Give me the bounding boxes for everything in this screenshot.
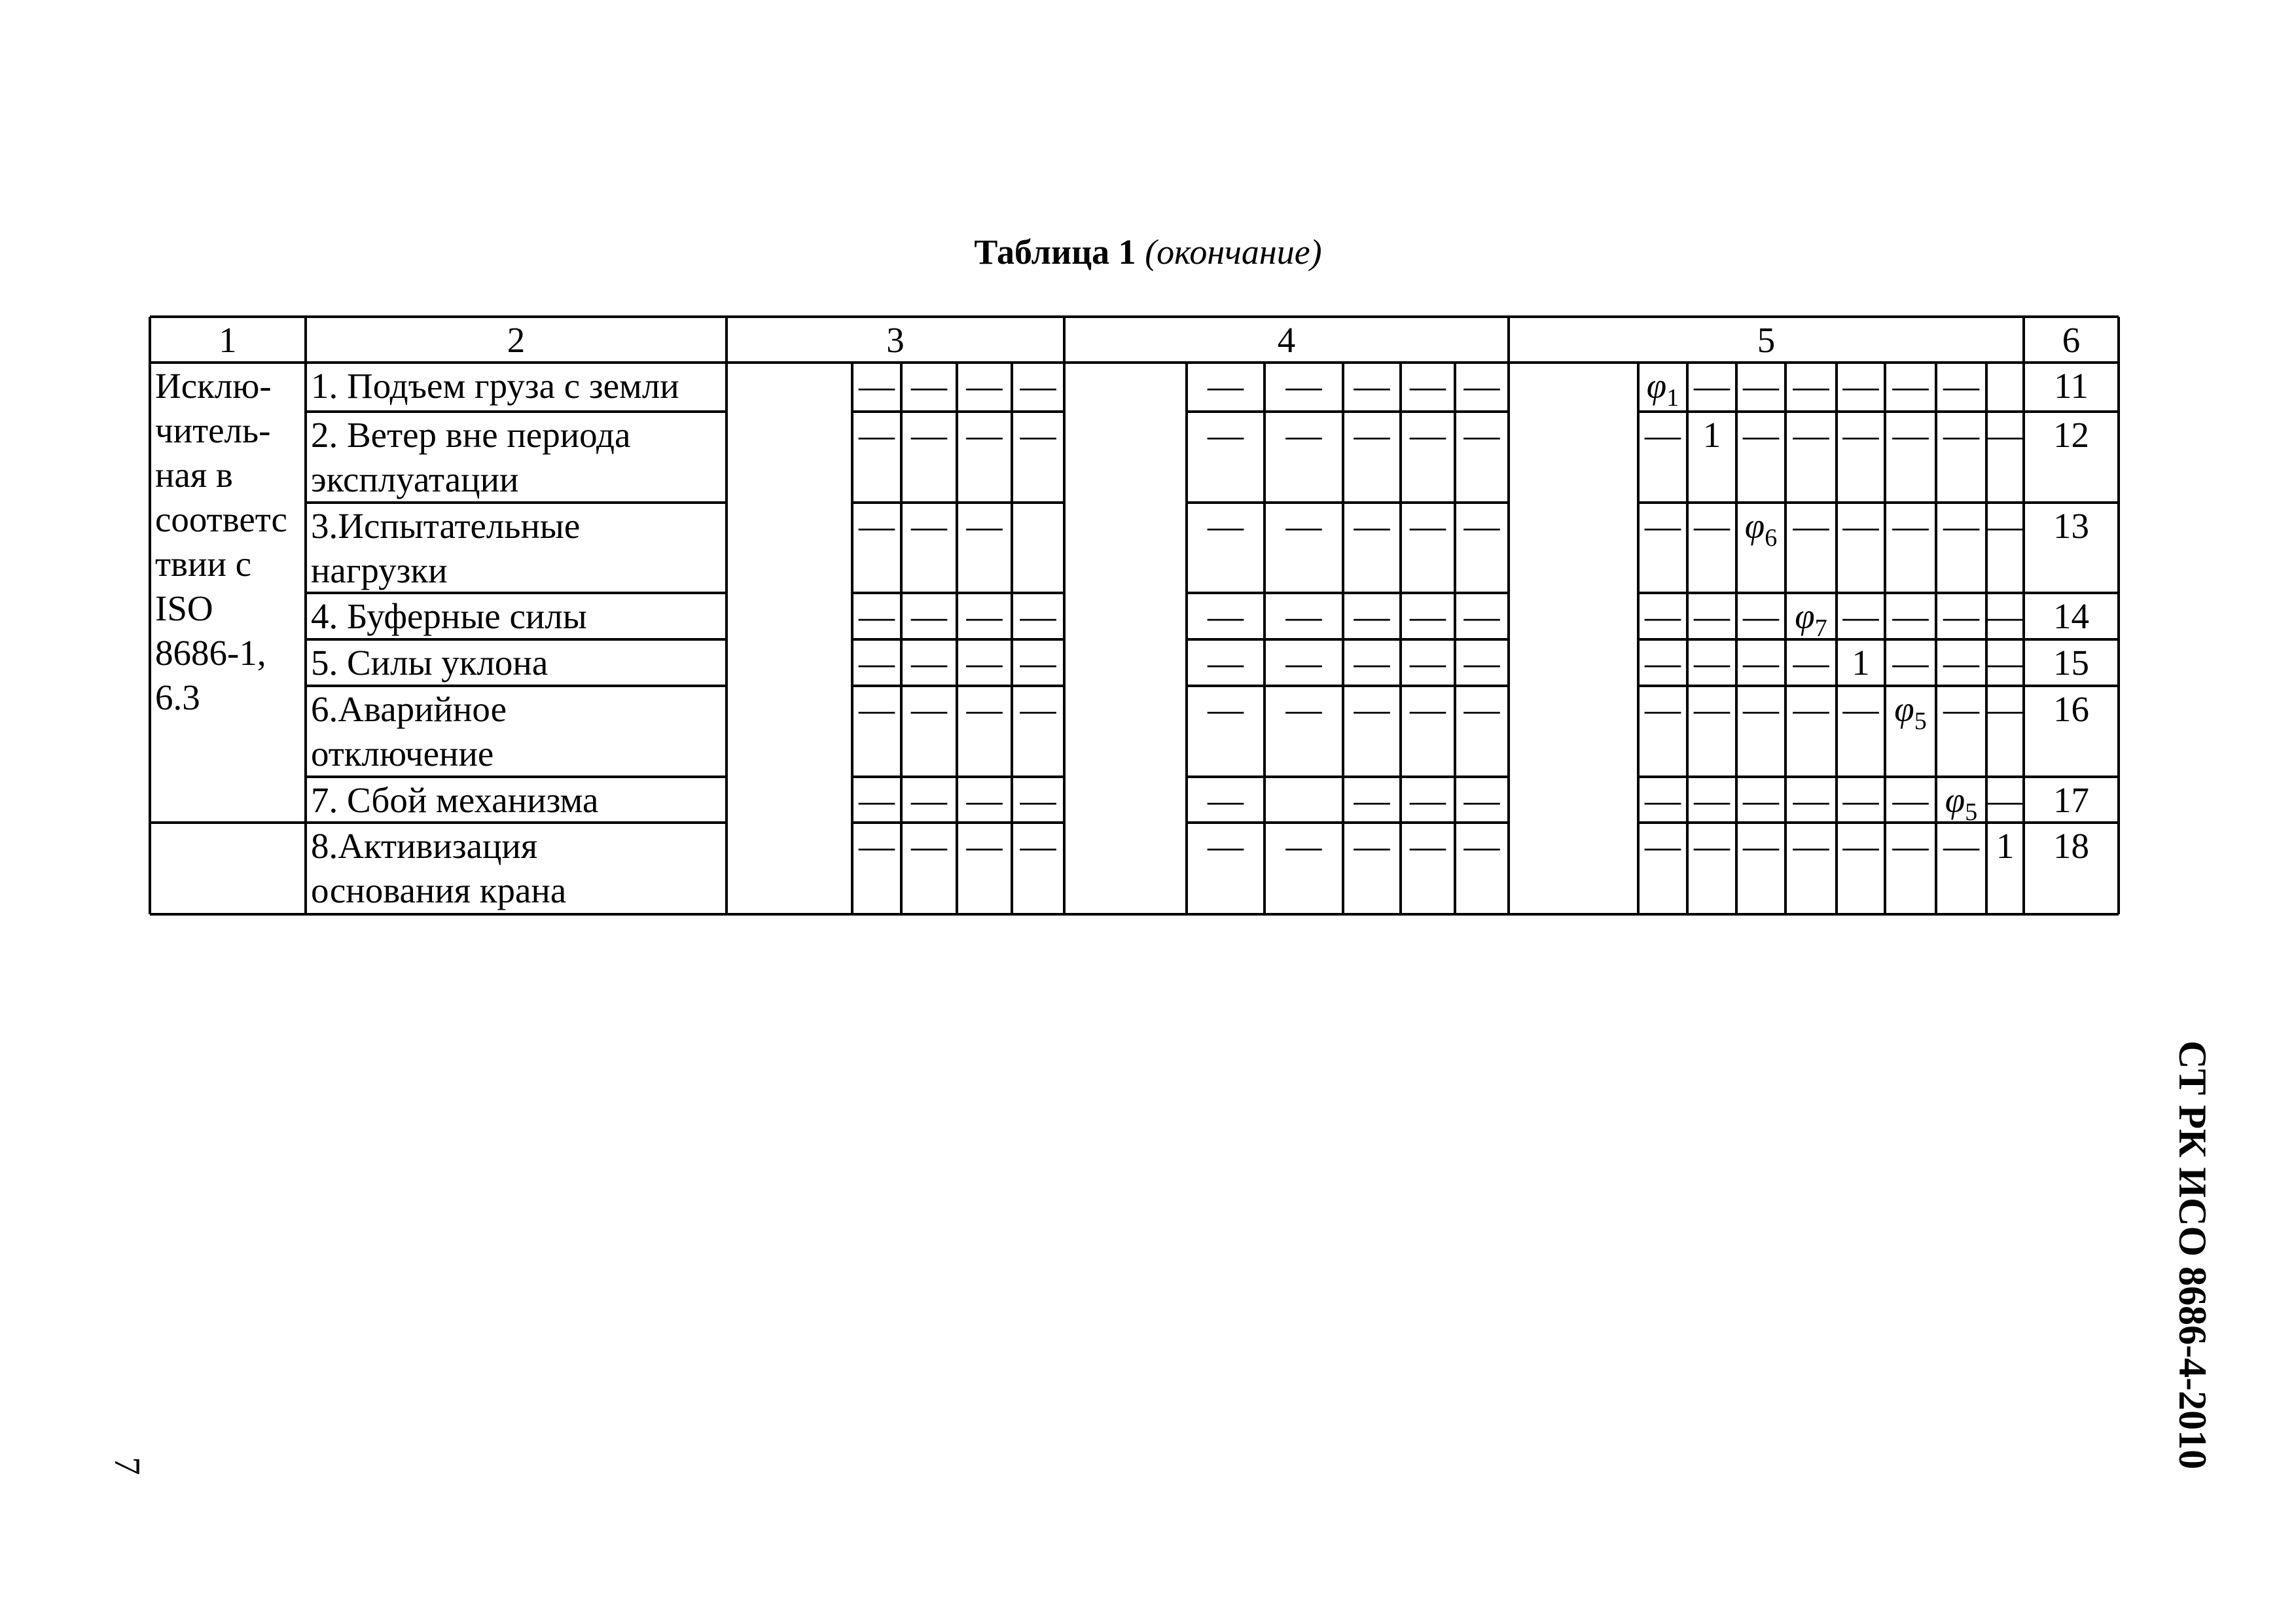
header-cell-3: 3 xyxy=(886,320,905,360)
cell-mark: — xyxy=(1354,780,1390,820)
cell-mark: — xyxy=(1943,826,1979,866)
cell-mark: — xyxy=(1645,826,1681,866)
cell-mark: — xyxy=(1354,643,1390,683)
cell-mark: — xyxy=(1020,643,1056,683)
cell-mark: — xyxy=(966,596,1003,636)
cell-mark: — xyxy=(859,415,895,455)
cell-mark: $\varphi_1$ xyxy=(1646,366,1679,412)
group-label-line: 8686-1, xyxy=(155,633,266,673)
cell-mark: — xyxy=(911,366,947,406)
cell-mark: — xyxy=(1943,643,1979,683)
cell-mark: — xyxy=(1285,826,1322,866)
cell-mark: — xyxy=(1020,826,1056,866)
cell-mark: — xyxy=(1743,780,1779,820)
cell-mark: — xyxy=(966,415,1003,455)
cell-mark: — xyxy=(1943,596,1979,636)
cell-mark: — xyxy=(1208,643,1244,683)
row-label: 3.Испытательные xyxy=(311,506,581,546)
row-number: 13 xyxy=(2053,506,2089,546)
cell-mark: — xyxy=(1694,506,1730,546)
row-label: 1. Подъем груза с земли xyxy=(311,366,679,406)
cell-mark: — xyxy=(1842,506,1879,546)
cell-mark: — xyxy=(1842,826,1879,866)
cell-mark: — xyxy=(1694,689,1730,729)
cell-mark: — xyxy=(1793,780,1829,820)
row-label: 8.Активизация xyxy=(311,826,538,866)
cell-mark: — xyxy=(1987,643,2023,683)
group-label-line: 6.3 xyxy=(155,677,200,717)
header-cell-4: 4 xyxy=(1277,320,1296,360)
cell-mark: — xyxy=(911,643,947,683)
cell-mark: — xyxy=(911,689,947,729)
cell-mark: — xyxy=(1463,506,1500,546)
cell-mark: — xyxy=(1892,780,1929,820)
cell-mark: — xyxy=(1892,643,1929,683)
cell-mark: — xyxy=(911,506,947,546)
row-label: отключение xyxy=(311,734,494,774)
row-number: 12 xyxy=(2053,415,2089,455)
cell-mark: — xyxy=(1842,415,1879,455)
cell-mark: — xyxy=(1285,506,1322,546)
cell-mark: — xyxy=(1208,780,1244,820)
cell-mark: — xyxy=(911,780,947,820)
row-label: 5. Силы уклона xyxy=(311,643,548,683)
cell-mark: — xyxy=(1743,415,1779,455)
cell-mark: — xyxy=(1987,689,2023,729)
cell-mark: — xyxy=(859,780,895,820)
cell-mark: — xyxy=(1410,596,1446,636)
group-label-line: соответс xyxy=(155,499,287,539)
cell-mark: — xyxy=(1410,780,1446,820)
group-label-line: твии с xyxy=(155,544,252,584)
cell-mark: — xyxy=(1987,506,2023,546)
cell-mark: — xyxy=(1743,826,1779,866)
cell-mark: — xyxy=(1892,366,1929,406)
cell-mark: — xyxy=(1410,366,1446,406)
cell-mark: — xyxy=(966,366,1003,406)
cell-mark: 1 xyxy=(1852,643,1870,683)
cell-mark: — xyxy=(1943,506,1979,546)
group-label-line: ISO xyxy=(155,588,213,628)
cell-mark: — xyxy=(1354,506,1390,546)
cell-mark: 1 xyxy=(1996,826,2015,866)
cell-mark: — xyxy=(911,596,947,636)
cell-mark: — xyxy=(1208,415,1244,455)
cell-mark: — xyxy=(1842,596,1879,636)
cell-mark: — xyxy=(1793,415,1829,455)
cell-mark: — xyxy=(1208,506,1244,546)
cell-mark: — xyxy=(1892,826,1929,866)
cell-mark: — xyxy=(1208,596,1244,636)
cell-mark: — xyxy=(1285,643,1322,683)
cell-mark: — xyxy=(1410,506,1446,546)
cell-mark: — xyxy=(1645,506,1681,546)
cell-mark: — xyxy=(1645,596,1681,636)
cell-mark: — xyxy=(1208,689,1244,729)
cell-mark: — xyxy=(1463,780,1500,820)
cell-mark: — xyxy=(1645,415,1681,455)
cell-mark: — xyxy=(1463,596,1500,636)
cell-mark: — xyxy=(1892,415,1929,455)
cell-mark: — xyxy=(1354,366,1390,406)
table-caption-title: Таблица 1 xyxy=(974,232,1136,272)
group-label-line: Исклю- xyxy=(155,366,272,406)
row-label: основания крана xyxy=(311,870,567,910)
cell-mark: — xyxy=(1020,366,1056,406)
cell-mark: — xyxy=(1793,826,1829,866)
cell-mark: — xyxy=(1020,415,1056,455)
cell-mark: — xyxy=(1410,415,1446,455)
cell-mark: — xyxy=(1987,596,2023,636)
cell-mark: — xyxy=(1892,596,1929,636)
page-number: 7 xyxy=(107,1457,147,1475)
cell-mark: — xyxy=(1354,689,1390,729)
cell-mark: — xyxy=(966,689,1003,729)
cell-mark: — xyxy=(1943,689,1979,729)
header-cell-6: 6 xyxy=(2062,320,2081,360)
cell-mark: — xyxy=(1410,826,1446,866)
cell-mark: — xyxy=(1410,643,1446,683)
header-cell-1: 1 xyxy=(219,320,237,360)
cell-mark: — xyxy=(1463,643,1500,683)
cell-mark: — xyxy=(911,826,947,866)
cell-mark: $\varphi_5$ xyxy=(1894,689,1927,735)
cell-mark: — xyxy=(1645,780,1681,820)
row-number: 16 xyxy=(2053,689,2089,729)
cell-mark: — xyxy=(1645,643,1681,683)
cell-mark: — xyxy=(1285,689,1322,729)
cell-mark: — xyxy=(1987,415,2023,455)
cell-mark: $\varphi_5$ xyxy=(1945,780,1978,826)
cell-mark: — xyxy=(1208,826,1244,866)
row-label: 7. Сбой механизма xyxy=(311,780,599,820)
cell-mark: — xyxy=(1842,689,1879,729)
cell-mark: — xyxy=(1020,689,1056,729)
cell-mark: — xyxy=(1743,596,1779,636)
row-number: 15 xyxy=(2053,643,2089,683)
cell-mark: — xyxy=(1943,415,1979,455)
group-label-line: ная в xyxy=(155,455,233,495)
cell-mark: 1 xyxy=(1702,415,1721,455)
cell-mark: — xyxy=(1694,366,1730,406)
cell-mark: — xyxy=(966,643,1003,683)
cell-mark: — xyxy=(859,596,895,636)
row-label: 6.Аварийное xyxy=(311,689,507,729)
cell-mark: — xyxy=(859,643,895,683)
cell-mark: $\varphi_6$ xyxy=(1744,506,1778,552)
cell-mark: $\varphi_7$ xyxy=(1795,596,1827,642)
cell-mark: — xyxy=(1694,826,1730,866)
cell-mark: — xyxy=(966,506,1003,546)
cell-mark: — xyxy=(1694,596,1730,636)
cell-mark: — xyxy=(1285,596,1322,636)
cell-mark: — xyxy=(1943,366,1979,406)
row-label: 2. Ветер вне периода xyxy=(311,415,631,455)
cell-mark: — xyxy=(1793,643,1829,683)
standard-code: СТ РК ИСО 8686-4-2010 xyxy=(2171,1041,2214,1470)
cell-mark: — xyxy=(1354,596,1390,636)
cell-mark: — xyxy=(966,826,1003,866)
cell-mark: — xyxy=(859,366,895,406)
cell-mark: — xyxy=(1842,780,1879,820)
cell-mark: — xyxy=(1463,415,1500,455)
cell-mark: — xyxy=(1743,643,1779,683)
cell-mark: — xyxy=(1020,780,1056,820)
row-number: 17 xyxy=(2053,780,2089,820)
cell-mark: — xyxy=(1793,689,1829,729)
cell-mark: — xyxy=(1793,366,1829,406)
row-label: эксплуатации xyxy=(311,459,519,499)
cell-mark: — xyxy=(1743,366,1779,406)
cell-mark: — xyxy=(966,780,1003,820)
row-label: 4. Буферные силы xyxy=(311,596,587,636)
cell-mark: — xyxy=(1463,826,1500,866)
group-label-line: читель- xyxy=(155,410,271,450)
cell-mark: — xyxy=(859,506,895,546)
cell-mark: — xyxy=(1694,780,1730,820)
row-label: нагрузки xyxy=(311,550,448,590)
row-number: 14 xyxy=(2053,596,2089,636)
cell-mark: — xyxy=(1410,689,1446,729)
cell-mark: — xyxy=(1842,366,1879,406)
cell-mark: — xyxy=(1208,366,1244,406)
row-number: 18 xyxy=(2053,826,2089,866)
cell-mark: — xyxy=(1743,689,1779,729)
cell-mark: — xyxy=(859,689,895,729)
cell-mark: — xyxy=(1793,506,1829,546)
row-number: 11 xyxy=(2054,366,2089,406)
cell-mark: — xyxy=(1463,366,1500,406)
cell-mark: — xyxy=(911,415,947,455)
cell-mark: — xyxy=(1354,826,1390,866)
header-cell-5: 5 xyxy=(1757,320,1776,360)
cell-mark: — xyxy=(1285,366,1322,406)
cell-mark: — xyxy=(1694,643,1730,683)
cell-mark: — xyxy=(1987,780,2023,820)
cell-mark: — xyxy=(1892,506,1929,546)
cell-mark: — xyxy=(1285,415,1322,455)
table-caption-suffix: (окончание) xyxy=(1145,232,1322,272)
cell-mark: — xyxy=(859,826,895,866)
cell-mark: — xyxy=(1354,415,1390,455)
cell-mark: — xyxy=(1645,689,1681,729)
header-cell-2: 2 xyxy=(507,320,526,360)
cell-mark: — xyxy=(1020,596,1056,636)
cell-mark: — xyxy=(1463,689,1500,729)
